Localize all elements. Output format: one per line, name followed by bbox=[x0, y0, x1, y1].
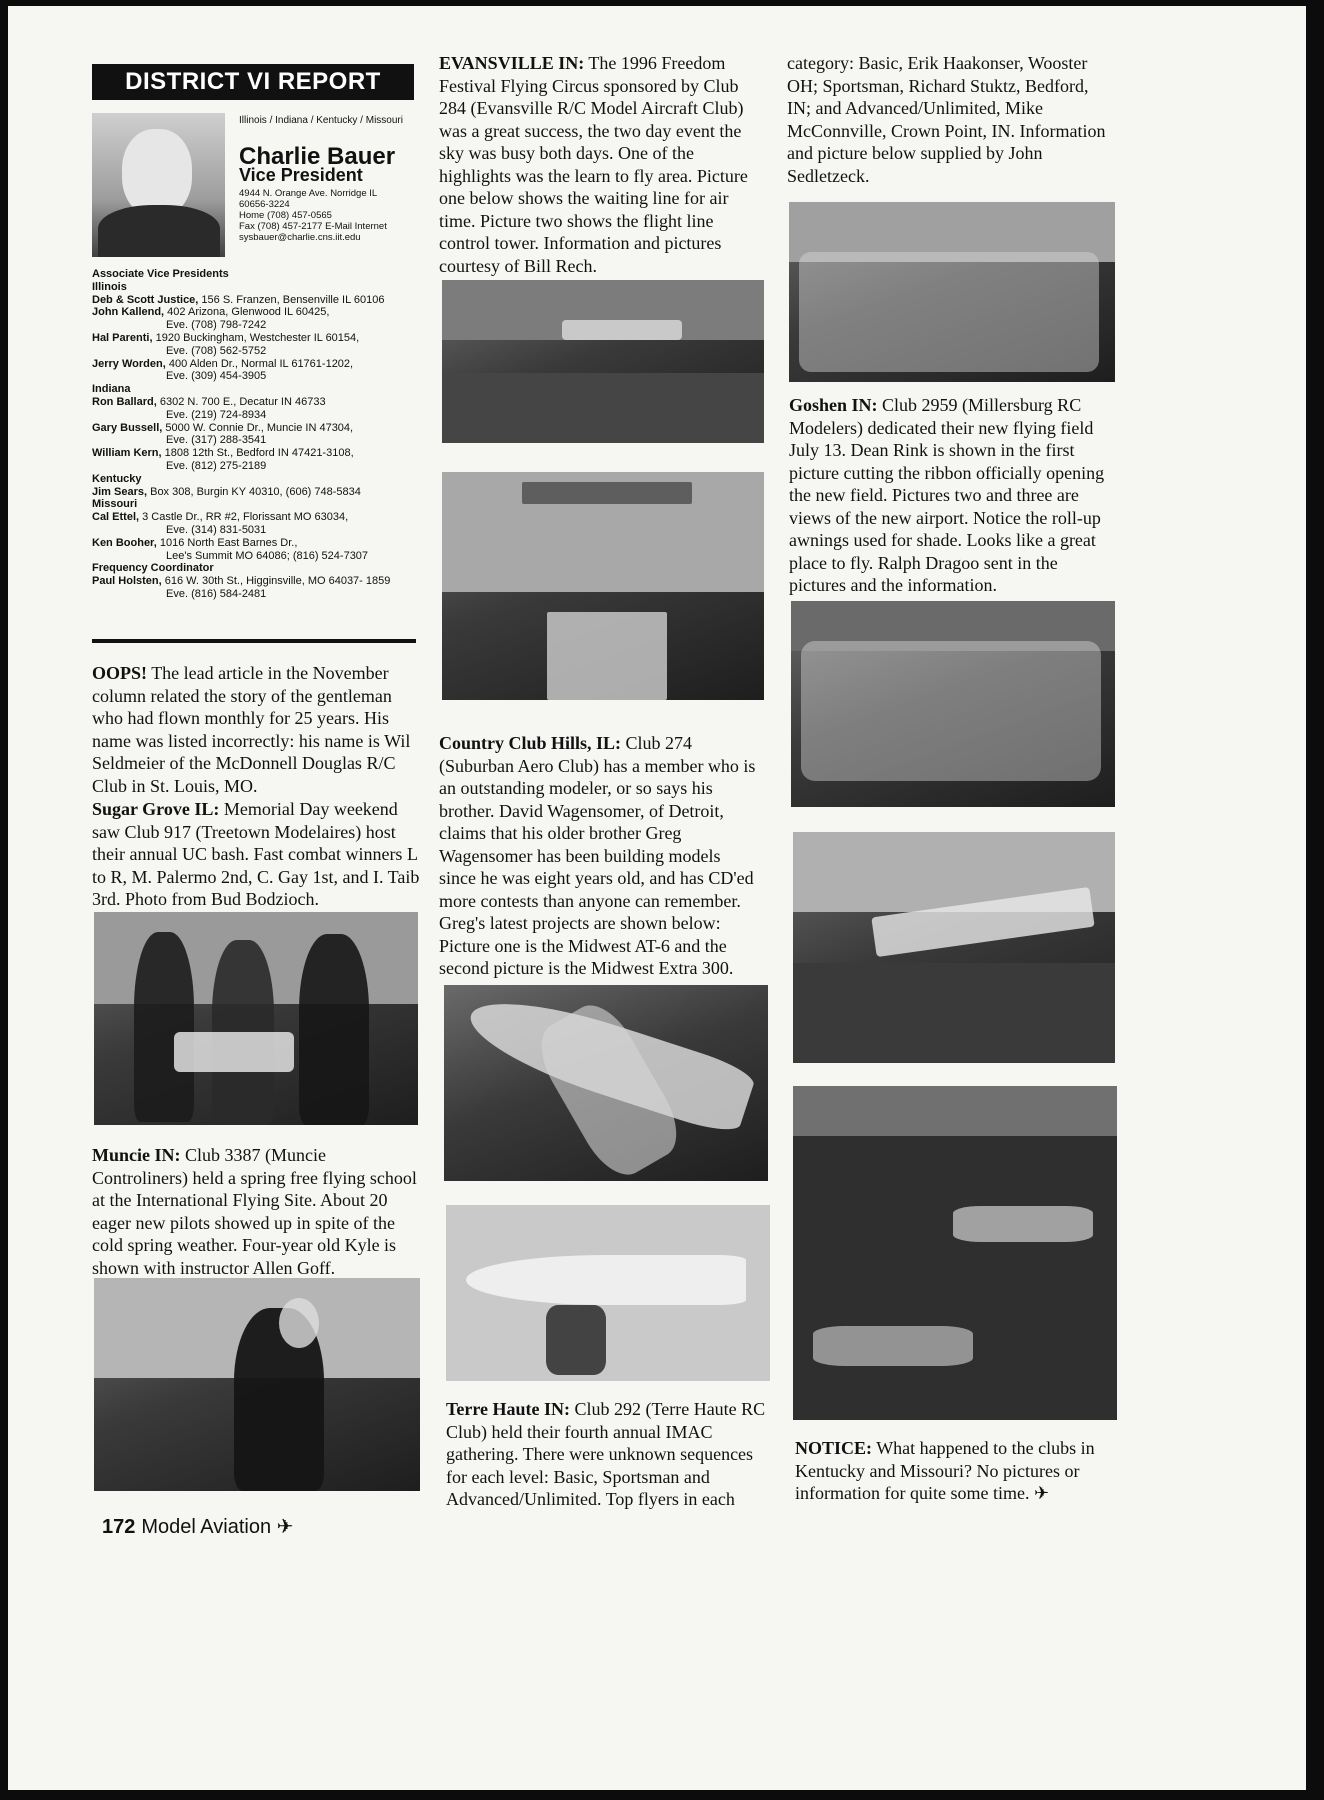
photo-waiting-line bbox=[442, 280, 764, 443]
associate-line: William Kern, 1808 12th St., Bedford IN 47421-3108, bbox=[92, 447, 354, 460]
associate-line: Indiana bbox=[92, 383, 131, 396]
article-imac-results: category: Basic, Erik Haakonser, Wooster OH; Sportsman, Richard Stuktz, Bedford, IN; and Advanced/Unlimited, Mike McConnville, Crown Point, IN. Information and picture below supplied by John Sedletzeck. bbox=[787, 53, 1106, 186]
photo-control-tower bbox=[442, 472, 764, 700]
associate-line: Ken Booher, 1016 North East Barnes Dr., bbox=[92, 536, 298, 549]
associate-line: Eve. (708) 562-5752 bbox=[166, 344, 267, 357]
photo-combat-winners bbox=[94, 912, 418, 1125]
associate-line: Hal Parenti, 1920 Buckingham, Westchester IL 60154, bbox=[92, 331, 360, 344]
article-terre-haute: Terre Haute IN: Club 292 (Terre Haute RC Club) held their fourth annual IMAC gathering. There were unknown sequences for each level: Basic, Sportsman and Advanced/Unlimited. Top flyers in each bbox=[446, 1399, 766, 1509]
district-report-banner: DISTRICT VI REPORT bbox=[92, 64, 414, 100]
associate-line: Ron Ballard, 6302 N. 700 E., Decatur IN 46733 bbox=[92, 395, 326, 408]
associate-line: Eve. (317) 288-3541 bbox=[166, 434, 267, 447]
article-evansville: EVANSVILLE IN: The 1996 Freedom Festival Flying Circus sponsored by Club 284 (Evansville R/C Model Aircraft Club) was a great success, the two day event the sky was busy both days. One of the highlights was the learn to fly area. Picture one below shows the waiting line for air time. Picture two shows the flight line control tower. Information and pictures courtesy of Bill Rech. bbox=[439, 53, 748, 276]
vice-president-contact bbox=[239, 188, 414, 243]
contact-line: sysbauer@charlie.cns.iit.edu bbox=[239, 232, 361, 243]
vice-president-title: Vice President bbox=[239, 165, 363, 185]
associate-line: Kentucky bbox=[92, 472, 142, 485]
associate-line: Eve. (708) 798-7242 bbox=[166, 319, 267, 332]
associate-line: Cal Ettel, 3 Castle Dr., RR #2, Florissant MO 63034, bbox=[92, 511, 349, 524]
associate-line: Eve. (816) 584-2481 bbox=[166, 587, 267, 600]
contact-line: Fax (708) 457-2177 E-Mail Internet bbox=[239, 221, 387, 232]
magazine-page bbox=[8, 6, 1306, 1790]
district-states: Illinois / Indiana / Kentucky / Missouri bbox=[239, 115, 403, 126]
magazine-name: Model Aviation ✈ bbox=[141, 1516, 294, 1538]
associate-line: Gary Bussell, 5000 W. Connie Dr., Muncie IN 47304, bbox=[92, 421, 354, 434]
photo-midwest-extra-300 bbox=[446, 1205, 770, 1381]
page-footer bbox=[102, 1514, 293, 1539]
photo-midwest-at6 bbox=[444, 985, 768, 1181]
photo-ribbon-cutting bbox=[791, 601, 1115, 807]
article-oops: OOPS! The lead article in the November column related the story of the gentleman who had flown monthly for 25 years. His name was listed incorrectly: his name is Wil Seldmeier of the McDonnell Douglas R/C Club in St. Louis, MO. bbox=[92, 663, 411, 796]
contact-line: 4944 N. Orange Ave. Norridge IL bbox=[239, 188, 378, 199]
associate-line: Eve. (219) 724-8934 bbox=[166, 408, 267, 421]
associate-line: Eve. (309) 454-3905 bbox=[166, 370, 267, 383]
contact-line: Home (708) 457-0565 bbox=[239, 210, 332, 221]
section-divider bbox=[92, 639, 416, 643]
article-country-club-hills: Country Club Hills, IL: Club 274 (Suburban Aero Club) has a member who is an outstanding modeler, or so says his brother. David Wagensomer, of Detroit, claims that his older brother Greg Wagensomer has been building models since he was eight years old, and has CD'ed more contests than anyone can remember. Greg's latest projects are shown below: Picture one is the Midwest AT-6 and the second picture is the Midwest Extra 300. bbox=[439, 733, 756, 978]
photo-imac-winners bbox=[789, 202, 1115, 382]
article-muncie: Muncie IN: Club 3387 (Muncie Controliners) held a spring free flying school at the International Flying Site. About 20 eager new pilots showed up in spite of the cold spring weather. Four-year old Kyle is shown with instructor Allen Goff. bbox=[92, 1145, 417, 1278]
photo-new-airport-flight-line bbox=[793, 1086, 1117, 1420]
photo-new-airport-pavilion bbox=[793, 832, 1115, 1063]
associates-heading: Associate Vice Presidents bbox=[92, 268, 229, 280]
associate-line: Paul Holsten, 616 W. 30th St., Higginsville, MO 64037- 1859 bbox=[92, 575, 391, 588]
article-sugar-grove: Sugar Grove IL: Memorial Day weekend saw Club 917 (Treetown Modelaires) host their annual UC bash. Fast combat winners L to R, M. Palermo 2nd, C. Gay 1st, and I. Taib 3rd. Photo from Bud Bodzioch. bbox=[92, 799, 420, 909]
vice-president-portrait bbox=[92, 113, 225, 257]
associate-line: Jerry Worden, 400 Alden Dr., Normal IL 61761-1202, bbox=[92, 357, 354, 370]
associate-line: John Kallend, 402 Arizona, Glenwood IL 60425, bbox=[92, 306, 330, 319]
associate-line: Frequency Coordinator bbox=[92, 562, 214, 575]
vice-president-name: Charlie Bauer bbox=[239, 143, 396, 170]
photo-instructor-and-kyle bbox=[94, 1278, 420, 1491]
article-notice: NOTICE: What happened to the clubs in Kentucky and Missouri? No pictures or information for quite some time. ✈ bbox=[795, 1438, 1095, 1503]
associate-line: Illinois bbox=[92, 280, 127, 293]
associate-line: Lee's Summit MO 64086; (816) 524-7307 bbox=[166, 549, 369, 562]
contact-line: 60656-3224 bbox=[239, 199, 290, 210]
associate-line: Jim Sears, Box 308, Burgin KY 40310, (606) 748-5834 bbox=[92, 485, 361, 498]
article-goshen: Goshen IN: Club 2959 (Millersburg RC Modelers) dedicated their new flying field July 13. Dean Rink is shown in the first picture cutting the ribbon officially opening the new field. Pictures two and three are views of the new airport. Notice the roll-up awnings used for shade. Looks like a great place to fly. Ralph Dragoo sent in the pictures and the information. bbox=[789, 395, 1105, 595]
associate-line: Deb & Scott Justice, 156 S. Franzen, Bensenville IL 60106 bbox=[92, 293, 385, 306]
associate-vice-presidents bbox=[92, 268, 422, 601]
associate-line: Eve. (314) 831-5031 bbox=[166, 523, 267, 536]
page-number: 172 bbox=[102, 1516, 136, 1538]
associate-line: Missouri bbox=[92, 498, 138, 511]
associate-line: Eve. (812) 275-2189 bbox=[166, 459, 267, 472]
